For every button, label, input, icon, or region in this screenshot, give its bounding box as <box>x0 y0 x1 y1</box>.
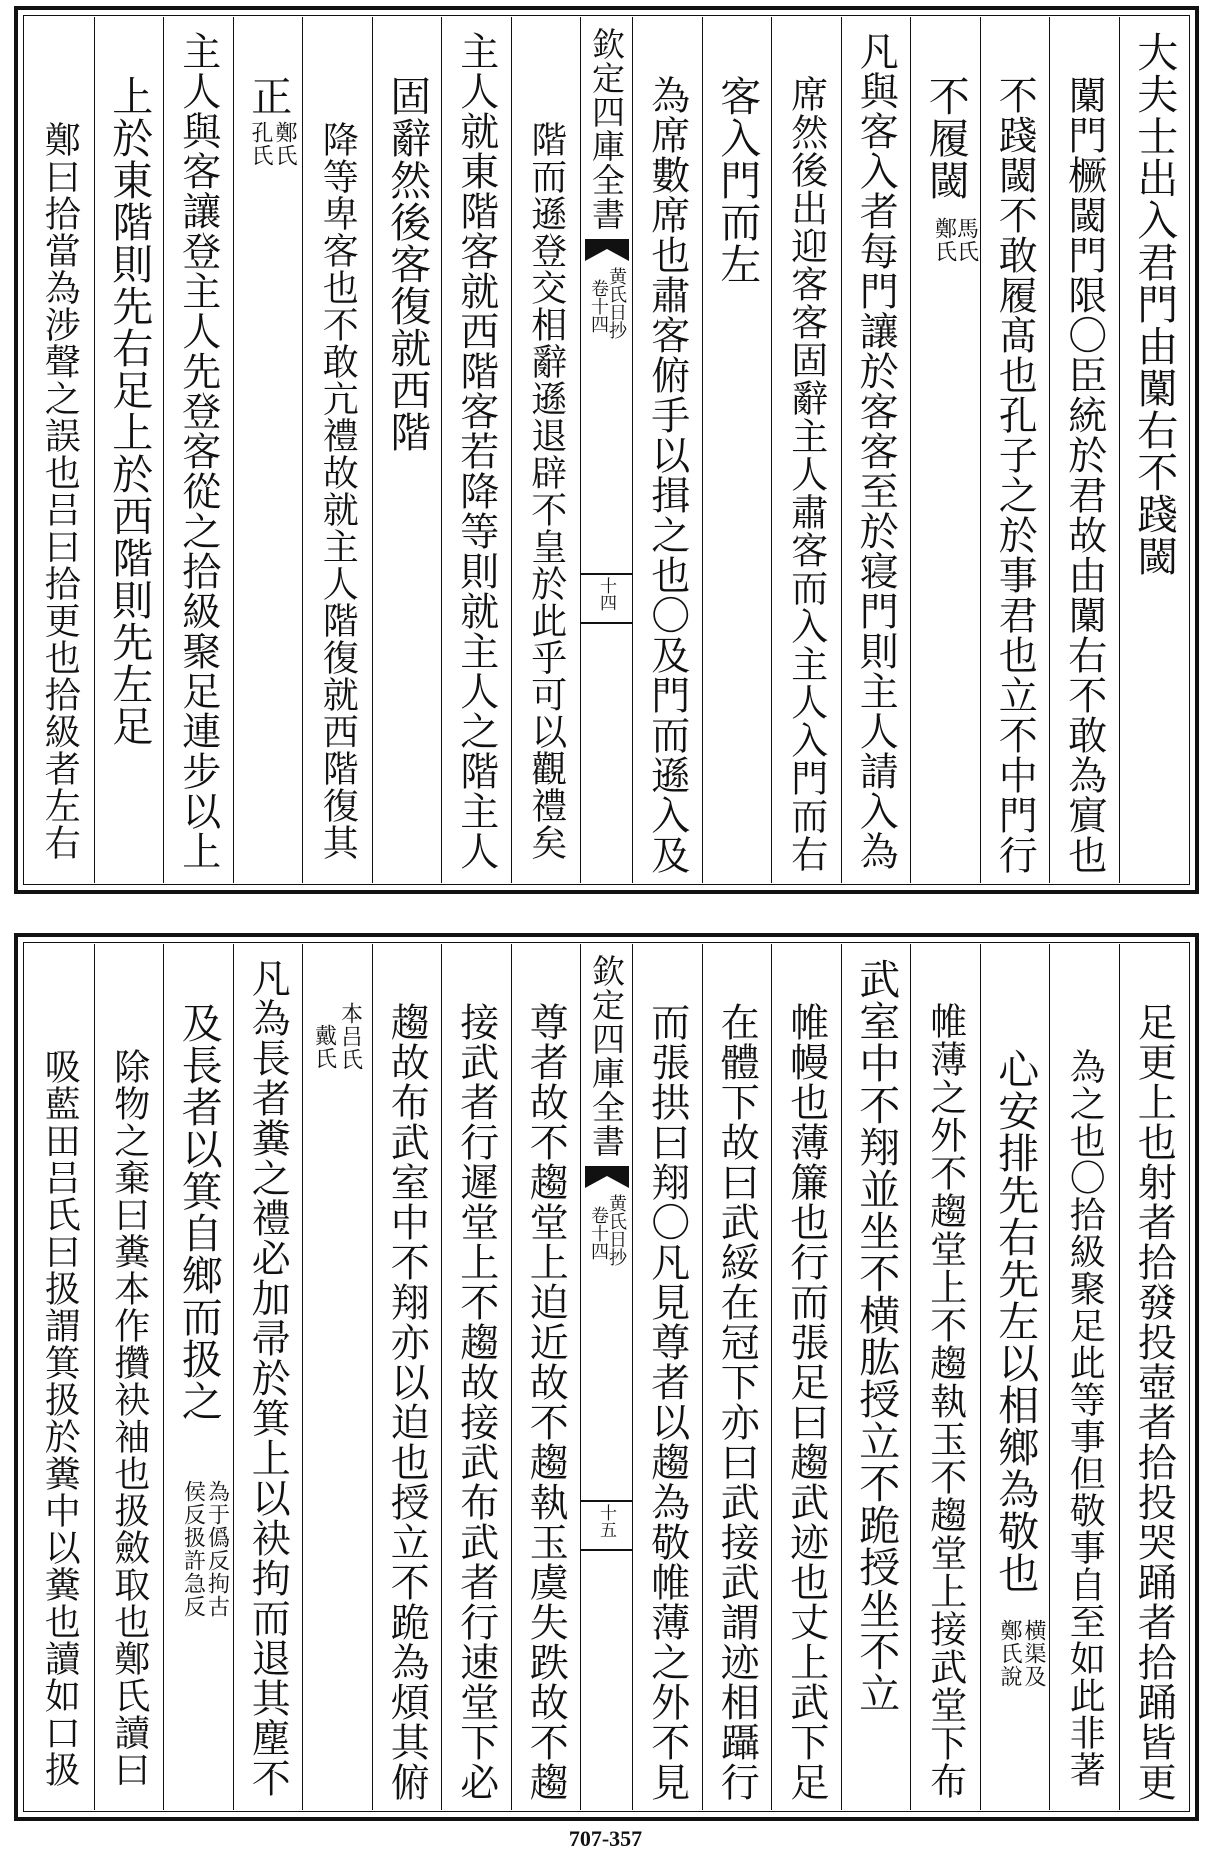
text-column <box>632 944 702 1810</box>
top-page-frame <box>14 6 1199 894</box>
column-text: 足更上也射者拾發投壺者拾投哭踊者拾踊皆更 <box>1131 1002 1177 1802</box>
text-column <box>980 944 1050 1810</box>
text-column <box>702 17 772 883</box>
column-text: 接武者行遲堂上不趨故接武布武者行速堂下必 <box>453 1002 499 1802</box>
text-column <box>771 17 841 883</box>
page-number-footer: 707-357 <box>568 1826 643 1851</box>
column-text: 帷薄之外不趨堂上不趨執玉不趨堂上接武堂下布 <box>923 1002 967 1800</box>
fishtail-ornament-icon <box>585 239 629 261</box>
text-column <box>1119 944 1189 1810</box>
column-text: 為之也〇拾級聚足此等事但敬事自至如此非著 <box>1064 1048 1106 1788</box>
text-column <box>841 17 911 883</box>
column-text: 主人與客讓登主人先登客從之拾級聚足連步以上 <box>175 31 221 871</box>
center-book-title: 黄氏日抄 <box>606 267 627 339</box>
text-column <box>511 944 581 1810</box>
column-text: 不履閾 <box>921 75 970 201</box>
text-column <box>1119 17 1189 883</box>
text-column <box>302 944 372 1810</box>
column-text: 主人就東階客就西階客若降等則就主人之階主人 <box>453 31 499 871</box>
column-text: 凡為長者糞之禮必加帚於箕上以袂拘而退其塵不 <box>245 958 291 1798</box>
text-column <box>25 17 94 883</box>
column-text: 趨故布武室中不翔亦以迫也授立不跪為煩其俯 <box>384 1002 430 1802</box>
text-column <box>910 17 980 883</box>
column-text: 正 <box>244 75 293 117</box>
top-page-columns <box>25 17 1188 883</box>
column-text: 尊者故不趨堂上迫近故不趨執玉虞失跌故不趨 <box>523 1002 569 1802</box>
text-column <box>910 944 980 1810</box>
folio-divider <box>581 1500 632 1502</box>
text-column <box>632 17 702 883</box>
center-book-title: 黄氏日抄 <box>606 1194 627 1266</box>
text-column <box>771 944 841 1810</box>
text-column <box>702 944 772 1810</box>
commentary-note: 鄭氏 <box>272 121 297 167</box>
bottom-page-frame <box>14 933 1199 1821</box>
column-text: 階而遜登交相辭遜退辟不皇於此乎可以觀禮矣 <box>525 121 567 861</box>
column-text: 大夫士出入君門由闑右不踐閾 <box>1130 31 1179 577</box>
commentary-note: 戴氏 <box>311 1024 337 1070</box>
commentary-note: 為于僞反拘古 <box>204 1480 230 1618</box>
commentary-note: 横渠及 <box>1021 1619 1046 1688</box>
center-title: 欽定四庫全書 <box>587 954 626 1158</box>
text-column <box>1049 17 1119 883</box>
text-column <box>94 17 164 883</box>
text-column <box>372 17 442 883</box>
text-column <box>372 944 442 1810</box>
column-text: 帷幔也薄簾也行而張足曰趨武迹也丈上武下足 <box>783 1002 829 1802</box>
column-text: 客入門而左 <box>713 75 762 285</box>
folio-divider <box>581 622 632 624</box>
commentary-note: 孔氏 <box>248 121 273 167</box>
column-text: 闑門橛閾門限〇臣統於君故由闑右不敢為賔也 <box>1061 75 1107 875</box>
folio-divider <box>581 1549 632 1551</box>
text-column <box>163 17 233 883</box>
center-fold-column <box>580 17 632 883</box>
text-column <box>980 17 1050 883</box>
text-column <box>233 944 303 1810</box>
center-volume: 卷十四 <box>588 279 609 333</box>
column-text: 武室中不翔並坐不横肱授立不跪授坐不立 <box>852 958 901 1714</box>
commentary-note: 侯反扱許急反 <box>180 1480 206 1618</box>
column-text: 而張拱曰翔〇凡見尊者以趨為敬帷薄之外不見 <box>644 1002 690 1802</box>
text-column <box>25 944 94 1810</box>
commentary-note: 鄭氏說 <box>997 1619 1022 1688</box>
column-text: 凡與客入者每門讓於客客至於寝門則主人請入為 <box>853 31 899 871</box>
commentary-note: 鄭氏 <box>931 217 957 263</box>
center-fold-column <box>580 944 632 1810</box>
commentary-note: 馬氏 <box>953 217 979 263</box>
column-text: 降等卑客也不敢亢禮故就主人階復就西階復其 <box>317 121 359 861</box>
column-text: 心安排先右先左以相鄉為敬也 <box>991 1048 1040 1594</box>
center-title: 欽定四庫全書 <box>587 27 626 231</box>
commentary-note: 本吕氏 <box>337 1002 363 1071</box>
text-column <box>441 17 511 883</box>
center-volume: 卷十四 <box>588 1206 609 1260</box>
column-text: 鄭曰拾當為涉聲之誤也吕曰拾更也拾級者左右 <box>39 121 81 861</box>
text-column <box>163 944 233 1810</box>
column-text: 及長者以箕自鄉而扱之 <box>174 1002 223 1422</box>
text-column <box>511 17 581 883</box>
column-text: 吸藍田吕氏曰扱謂箕扱於糞中以糞也讀如口扱 <box>39 1048 81 1788</box>
text-column <box>302 17 372 883</box>
column-text: 不踐閾不敢履髙也孔子之於事君也立不中門行 <box>992 75 1038 875</box>
column-text: 為席數席也肅客俯手以揖之也〇及門而遜入及 <box>644 75 690 875</box>
fishtail-ornament-icon <box>585 1166 629 1188</box>
text-column <box>441 944 511 1810</box>
bottom-page-columns <box>25 944 1188 1810</box>
column-text: 在體下故曰武綏在冠下亦曰武接武謂迹相躡行 <box>714 1002 760 1802</box>
text-column <box>1049 944 1119 1810</box>
folio-number: 十五 <box>596 1504 616 1538</box>
column-text: 固辭然後客復就西階 <box>383 75 432 453</box>
folio-number: 十四 <box>596 577 616 611</box>
text-column <box>94 944 164 1810</box>
column-text: 上於東階則先右足上於西階則先左足 <box>105 75 154 747</box>
text-column <box>233 17 303 883</box>
folio-divider <box>581 573 632 575</box>
column-text: 除物之棄曰糞本作攢袂袖也扱斂取也鄭氏讀曰 <box>108 1048 150 1788</box>
column-text: 席然後出迎客客固辭主人肅客而入主人入門而右 <box>784 75 828 873</box>
text-column <box>841 944 911 1810</box>
